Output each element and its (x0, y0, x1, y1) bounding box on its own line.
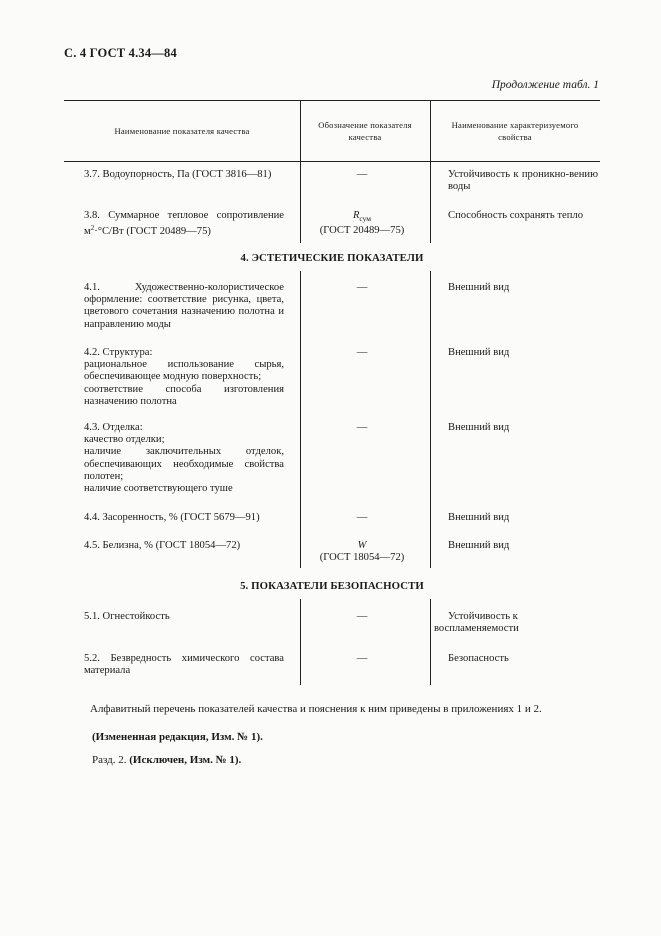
symbol-standard: (ГОСТ 18054—72) (319, 552, 405, 564)
row-symbol (300, 210, 424, 237)
row-name: 5.1. Огнестойкость (84, 611, 170, 622)
section-title-aesthetic: 4. ЭСТЕТИЧЕСКИЕ ПОКАЗАТЕЛИ (240, 252, 424, 264)
row-property: Внешний вид (448, 540, 510, 551)
row-symbol: — (356, 512, 368, 523)
edition-note: (Измененная редакция, Изм. № 1). (92, 731, 263, 743)
footer-paragraph: Алфавитный перечень показателей качества и пояснения к ним приведены в приложениях 1 и 2. (90, 703, 542, 715)
row-name-part: 3.8. Суммарное тепловое сопротивление м (84, 210, 284, 238)
row-name-line: рациональное использование сырья, обеспечивающее модную поверхность; (84, 359, 284, 383)
row-property: Внешний вид (448, 422, 510, 433)
column-divider (430, 161, 431, 243)
row-name-line: качество отделки; (84, 434, 165, 446)
row-property: Устойчивость к воспламеняемости (434, 611, 519, 635)
symbol-main: R (352, 210, 360, 221)
row-name-line: соответствие способа изготовления назначению полотна (84, 383, 284, 407)
row-property: Устойчивость к проникно-вению воды (448, 169, 598, 193)
row-name: 4.4. Засоренность, % (ГОСТ 5679—91) (84, 512, 260, 523)
row-name: 3.7. Водоупорность, Па (ГОСТ 3816—81) (84, 169, 272, 180)
symbol-subscript: сум (359, 214, 372, 223)
page-title: С. 4 ГОСТ 4.34—84 (64, 46, 177, 60)
row-name-line: 4.3. Отделка: (84, 422, 143, 433)
section-title-safety: 5. ПОКАЗАТЕЛИ БЕЗОПАСНОСТИ (240, 580, 424, 592)
column-divider (430, 271, 431, 568)
row-symbol: — (356, 169, 368, 180)
section-note: (Исключен, Изм. № 1). (129, 754, 242, 766)
row-name-superscript: 2 (90, 224, 95, 233)
column-header-name: Наименование показателя качества (114, 126, 250, 136)
column-header-symbol: Обозначение показателя качества (318, 120, 412, 142)
row-property: Внешний вид (448, 282, 510, 293)
quality-table (64, 100, 600, 677)
row-property: Внешний вид (448, 347, 510, 358)
row-property: Безопасность (448, 653, 509, 664)
column-divider (300, 101, 301, 161)
section-exclusion-note (64, 754, 600, 767)
table-continuation-note: Продолжение табл. 1 (491, 79, 599, 91)
section-prefix: Разд. 2. (92, 754, 127, 766)
row-symbol: — (356, 422, 368, 433)
row-property: Внешний вид (448, 512, 510, 523)
row-name-line: наличие заключительных отделок, обеспечивающих необходимые свойства полотен; (84, 446, 284, 482)
row-symbol (300, 540, 424, 564)
row-symbol: — (356, 282, 368, 293)
row-symbol: — (356, 347, 368, 358)
table-header (64, 101, 600, 162)
row-name: 4.1. Художественно-колористическое оформление: соответствие рисунка, цвета, цветового сочетания назначению полотна и направлению моды (84, 282, 284, 330)
column-divider (430, 101, 431, 161)
row-name (84, 347, 284, 408)
row-name: 5.2. Безвредность химического состава материала (84, 653, 284, 677)
symbol-main: W (357, 540, 367, 551)
row-symbol: — (356, 611, 368, 622)
row-name-line: наличие соответствующего туше (84, 483, 233, 495)
row-name (84, 210, 284, 238)
column-header-property: Наименование характеризуемого свойства (451, 120, 579, 142)
row-property: Способность сохранять тепло (448, 210, 583, 221)
row-symbol: — (356, 653, 368, 664)
row-name-line: 4.2. Структура: (84, 347, 153, 358)
row-name-part: ·°С/Вт (ГОСТ 20489—75) (94, 226, 211, 238)
symbol-standard: (ГОСТ 20489—75) (319, 225, 405, 237)
row-name: 4.5. Белизна, % (ГОСТ 18054—72) (84, 540, 241, 551)
column-divider (430, 599, 431, 685)
row-name (84, 422, 284, 495)
